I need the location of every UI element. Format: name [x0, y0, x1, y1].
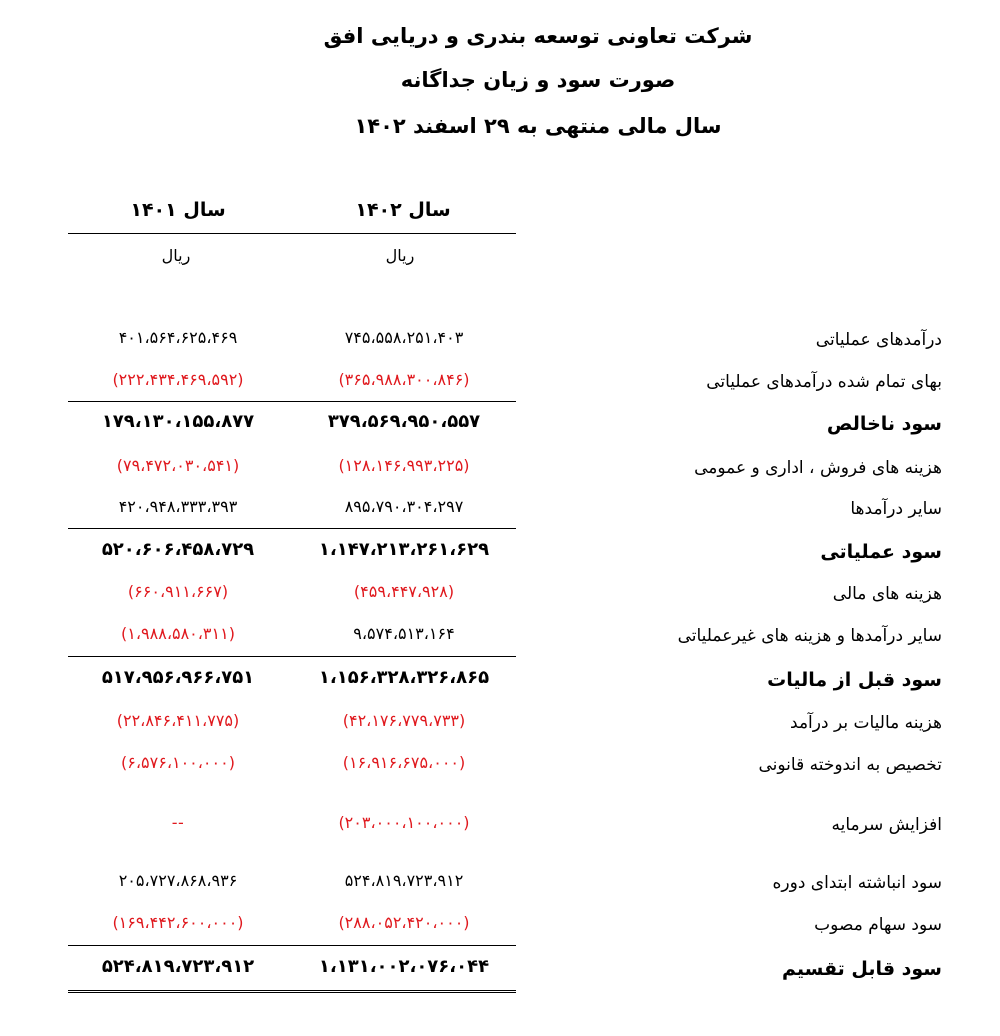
row-value-profit-before-tax-prior: ۵۱۷،۹۵۶،۹۶۶،۷۵۱	[101, 667, 255, 688]
row-label-operating-revenue: درآمدهای عملیاتی	[815, 330, 942, 350]
row-value-opening-retained-earnings-prior: ۲۰۵،۷۲۷،۸۶۸،۹۳۶	[118, 871, 238, 890]
column-header-current-year: سال ۱۴۰۲	[355, 199, 451, 221]
total-double-underline	[68, 990, 516, 993]
row-label-legal-reserve: تخصیص به اندوخته قانونی	[758, 755, 942, 775]
row-value-finance-costs-prior: (۶۶۰،۹۱۱،۶۶۷)	[127, 582, 229, 601]
row-value-income-tax-prior: (۲۲،۸۴۶،۴۱۱،۷۷۵)	[116, 711, 240, 730]
period-title: سال مالی منتهی به ۲۹ اسفند ۱۴۰۲	[354, 114, 722, 138]
row-value-opening-retained-earnings-current: ۵۲۴،۸۱۹،۷۲۳،۹۱۲	[344, 871, 464, 890]
row-value-legal-reserve-prior: (۶،۵۷۶،۱۰۰،۰۰۰)	[121, 753, 235, 772]
row-label-approved-dividends: سود سهام مصوب	[814, 915, 942, 935]
row-value-non-operating-prior: (۱،۹۸۸،۵۸۰،۳۱۱)	[121, 624, 235, 643]
row-value-other-revenue-prior: ۴۲۰،۹۴۸،۳۳۳،۳۹۳	[118, 497, 238, 516]
row-value-approved-dividends-current: (۲۸۸،۰۵۲،۴۲۰،۰۰۰)	[338, 913, 470, 932]
row-value-capital-increase-prior: --	[171, 813, 185, 832]
row-label-non-operating: سایر درآمدها و هزینه های غیرعملیاتی	[677, 626, 942, 646]
row-value-operating-profit-prior: ۵۲۰،۶۰۶،۴۵۸،۷۲۹	[101, 539, 255, 560]
row-value-finance-costs-current: (۴۵۹،۴۴۷،۹۲۸)	[353, 582, 455, 601]
subtotal-divider	[68, 945, 516, 946]
row-label-opening-retained-earnings: سود انباشته ابتدای دوره	[772, 873, 942, 893]
row-value-capital-increase-current: (۲۰۳،۰۰۰،۱۰۰،۰۰۰)	[338, 813, 470, 832]
row-value-gross-profit-prior: ۱۷۹،۱۳۰،۱۵۵،۸۷۷	[101, 411, 255, 432]
company-name: شرکت تعاونی توسعه بندری و دریایی افق	[323, 24, 753, 48]
row-label-profit-before-tax: سود قبل از مالیات	[767, 669, 942, 691]
statement-title: صورت سود و زیان جداگانه	[400, 68, 676, 92]
row-label-cost-of-revenue: بهای تمام شده درآمدهای عملیاتی	[706, 372, 942, 392]
subtotal-divider	[68, 401, 516, 402]
row-label-capital-increase: افزایش سرمایه	[831, 815, 942, 835]
row-value-distributable-profit-current: ۱،۱۳۱،۰۰۲،۰۷۶،۰۴۴	[318, 956, 490, 977]
row-value-cost-of-revenue-current: (۳۶۵،۹۸۸،۳۰۰،۸۴۶)	[338, 370, 470, 389]
row-value-approved-dividends-prior: (۱۶۹،۴۴۲،۶۰۰،۰۰۰)	[112, 913, 244, 932]
row-value-cost-of-revenue-prior: (۲۲۲،۴۳۴،۴۶۹،۵۹۲)	[112, 370, 244, 389]
row-value-operating-revenue-prior: ۴۰۱،۵۶۴،۶۲۵،۴۶۹	[118, 328, 238, 347]
row-value-sga-expenses-prior: (۷۹،۴۷۲،۰۳۰،۵۴۱)	[116, 456, 240, 475]
column-header-prior-year: سال ۱۴۰۱	[130, 199, 226, 221]
unit-label-current: ریال	[385, 246, 415, 265]
row-value-operating-profit-current: ۱،۱۴۷،۲۱۳،۲۶۱،۶۲۹	[318, 539, 490, 560]
row-value-profit-before-tax-current: ۱،۱۵۶،۳۲۸،۳۲۶،۸۶۵	[318, 667, 490, 688]
row-label-sga-expenses: هزینه های فروش ، اداری و عمومی	[694, 458, 942, 478]
header-divider	[68, 233, 516, 234]
row-value-gross-profit-current: ۳۷۹،۵۶۹،۹۵۰،۵۵۷	[327, 411, 481, 432]
row-value-operating-revenue-current: ۷۴۵،۵۵۸،۲۵۱،۴۰۳	[344, 328, 464, 347]
row-value-other-revenue-current: ۸۹۵،۷۹۰،۳۰۴،۲۹۷	[344, 497, 464, 516]
row-label-finance-costs: هزینه های مالی	[832, 584, 942, 604]
row-value-non-operating-current: ۹،۵۷۴،۵۱۳،۱۶۴	[353, 624, 455, 643]
unit-label-prior: ریال	[161, 246, 191, 265]
row-label-operating-profit: سود عملیاتی	[820, 541, 942, 563]
row-value-sga-expenses-current: (۱۲۸،۱۴۶،۹۹۳،۲۲۵)	[338, 456, 470, 475]
subtotal-divider	[68, 528, 516, 529]
row-label-other-revenue: سایر درآمدها	[850, 499, 942, 519]
row-label-distributable-profit: سود قابل تقسیم	[781, 958, 942, 980]
row-value-distributable-profit-prior: ۵۲۴،۸۱۹،۷۲۳،۹۱۲	[101, 956, 255, 977]
row-value-legal-reserve-current: (۱۶،۹۱۶،۶۷۵،۰۰۰)	[342, 753, 466, 772]
subtotal-divider	[68, 656, 516, 657]
row-label-gross-profit: سود ناخالص	[826, 413, 942, 435]
row-value-income-tax-current: (۴۲،۱۷۶،۷۷۹،۷۳۳)	[342, 711, 466, 730]
row-label-income-tax: هزینه مالیات بر درآمد	[790, 713, 942, 733]
